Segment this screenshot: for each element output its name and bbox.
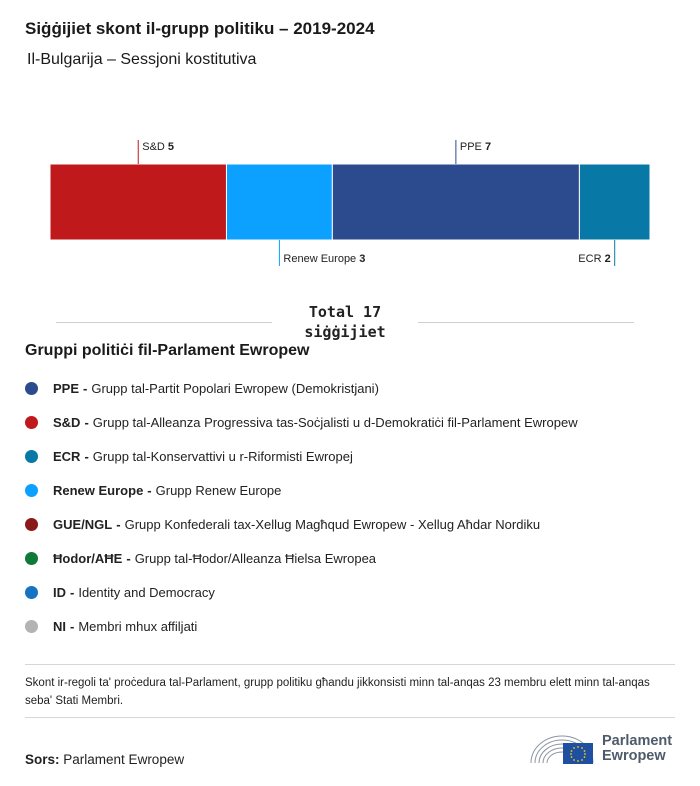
legend-item	[25, 371, 578, 405]
source-value: Parlament Ewropew	[63, 752, 185, 767]
legend-desc: Grupp tal-Ħodor/Alleanza Ħielsa Ewropea	[134, 550, 377, 566]
total-seats	[272, 302, 418, 342]
legend-abbr: Renew Europe	[53, 482, 144, 498]
legend-dot-icon	[25, 586, 38, 599]
bar-label-value: 7	[484, 141, 492, 153]
legend-item	[25, 439, 578, 473]
legend-item	[25, 405, 578, 439]
bar-segment	[226, 164, 332, 240]
legend-abbr: ECR	[53, 448, 81, 464]
bar-label	[460, 141, 491, 153]
chart-title: Siġġijiet skont il-grupp politiku – 2019-2024	[25, 19, 375, 38]
bar-label	[283, 253, 365, 265]
legend-separator: -	[126, 550, 131, 566]
legend-abbr: Ħodor/AĦE	[53, 550, 123, 566]
source	[25, 752, 184, 767]
footnote: Skont ir-regoli ta' proċedura tal-Parlament, grupp politiku għandu jikkonsisti minn tal-anqas 23 membru elett minn tal-anqas seba' Stati Membri.	[25, 677, 650, 707]
legend-desc: Grupp tal-Partit Popolari Ewropew (Demokristjani)	[91, 380, 379, 396]
legend-abbr: S&D	[53, 414, 81, 430]
note-top-divider	[25, 664, 675, 665]
total-seats-count: Total 17	[308, 303, 382, 321]
legend-separator: -	[84, 448, 89, 464]
legend-desc: Grupp Konfederali tax-Xellug Magħqud Ewropew - Xellug Aħdar Nordiku	[124, 516, 541, 532]
total-seats-unit: siġġijiet	[304, 323, 386, 341]
bar-segment	[332, 164, 579, 240]
legend-abbr: ID	[53, 584, 66, 600]
logo-wordmark	[602, 734, 672, 764]
legend-separator: -	[83, 380, 88, 396]
source-label: Sors:	[25, 752, 60, 767]
legend	[25, 371, 578, 643]
note-bottom-divider	[25, 717, 675, 718]
bar-label	[578, 253, 610, 265]
logo-wordmark-line1: Parlament	[602, 733, 673, 749]
bar-label-value: 2	[604, 253, 611, 265]
legend-desc: Grupp tal-Alleanza Progressiva tas-Soċjalisti u d-Demokratiċi fil-Parlament Ewropew	[92, 414, 578, 430]
legend-abbr: GUE/NGL	[53, 516, 113, 532]
legend-separator: -	[84, 414, 89, 430]
total-divider-left	[56, 322, 272, 323]
legend-item	[25, 541, 578, 575]
bar-label-category: S&D	[142, 141, 168, 153]
legend-dot-icon	[25, 450, 38, 463]
chart-subtitle: Il-Bulgarija – Sessjoni kostitutiva	[27, 51, 257, 68]
legend-dot-icon	[25, 552, 38, 565]
bar-label-category: PPE	[459, 141, 485, 153]
legend-separator: -	[70, 618, 75, 634]
legend-desc: Grupp Renew Europe	[155, 482, 282, 498]
legend-dot-icon	[25, 416, 38, 429]
legend-dot-icon	[25, 518, 38, 531]
legend-separator: -	[147, 482, 152, 498]
bar-label-category: Renew Europe	[283, 253, 360, 265]
bar-segment	[50, 164, 226, 240]
total-divider-right	[418, 322, 634, 323]
legend-abbr: PPE	[53, 380, 80, 396]
legend-desc: Membri mhux affiljati	[78, 618, 198, 634]
bar-label-value: 5	[167, 141, 175, 153]
stacked-bar-chart	[0, 130, 700, 270]
legend-item	[25, 507, 578, 541]
legend-item	[25, 575, 578, 609]
legend-item	[25, 609, 578, 643]
legend-abbr: NI	[53, 618, 66, 634]
legend-separator: -	[116, 516, 121, 532]
bar-label	[142, 141, 174, 153]
legend-dot-icon	[25, 382, 38, 395]
legend-title: Gruppi politiċi fil-Parlament Ewropew	[25, 342, 310, 359]
bar-label-value: 3	[359, 253, 366, 265]
legend-item	[25, 473, 578, 507]
legend-dot-icon	[25, 484, 38, 497]
legend-desc: Identity and Democracy	[78, 584, 215, 600]
bar-label-category: ECR	[578, 253, 605, 265]
logo-wordmark-line2: Ewropew	[602, 748, 666, 764]
legend-dot-icon	[25, 620, 38, 633]
legend-desc: Grupp tal-Konservattivi u r-Riformisti Ewropej	[92, 448, 353, 464]
legend-separator: -	[70, 584, 75, 600]
bar-segment	[579, 164, 650, 240]
